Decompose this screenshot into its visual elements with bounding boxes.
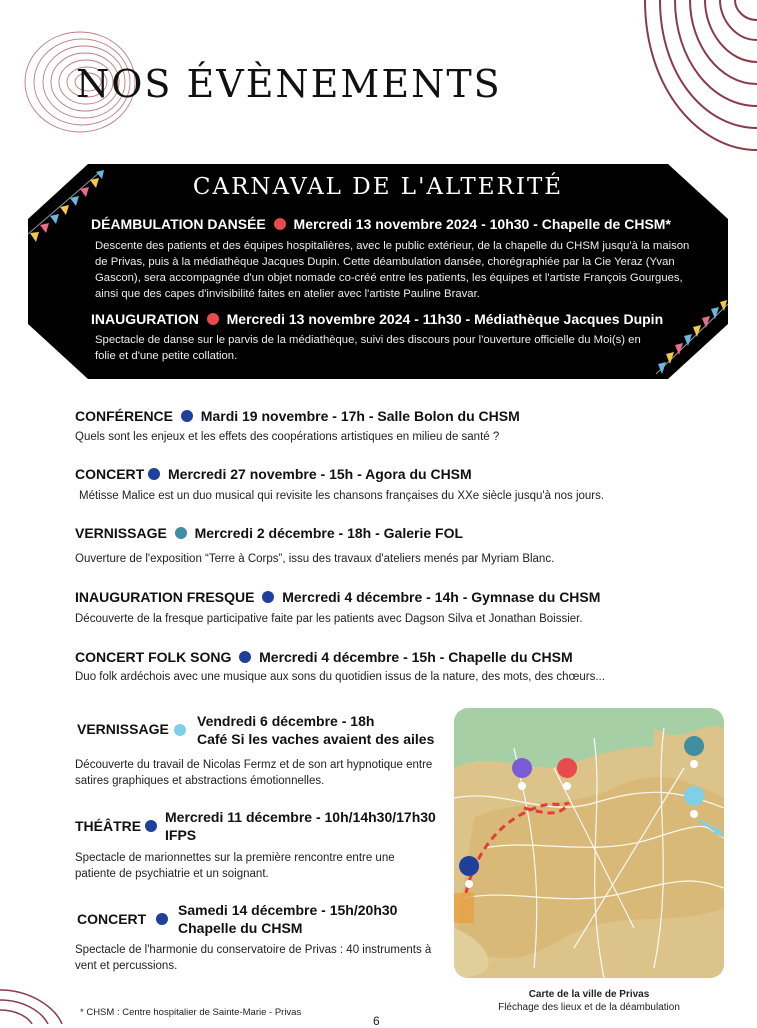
event-details-concert <box>178 901 397 937</box>
event-date: Mercredi 11 décembre - 10h/14h30/17h30 <box>165 809 436 825</box>
map-caption <box>454 988 724 1014</box>
event-type: CONCERT FOLK SONG <box>75 649 232 665</box>
event-vernissage <box>75 525 463 541</box>
red-dot-icon <box>207 313 219 325</box>
event-type: INAUGURATION FRESQUE <box>75 589 255 605</box>
event-type-concert: CONCERT <box>77 911 147 927</box>
event-details: Mercredi 13 novembre 2024 - 11h30 - Médiathèque Jacques Dupin <box>226 311 664 327</box>
footnote: * CHSM : Centre hospitalier de Sainte-Marie - Privas <box>80 1007 302 1018</box>
blue-dot-icon <box>239 651 251 663</box>
blue-dot-icon <box>262 591 274 603</box>
event-description: Spectacle de l'harmonie du conservatoire de Privas : 40 instruments à vent et percussions. <box>75 944 432 972</box>
event-description: Duo folk ardéchois avec une musique aux sons du quotidien issus de la nature, des mots, des chœurs... <box>75 671 605 683</box>
event-type: INAUGURATION <box>91 311 199 327</box>
event-type: CONCERT <box>75 466 145 482</box>
banner-title: CARNAVAL DE L'ALTERITÉ <box>192 174 564 200</box>
event-details: Mercredi 27 novembre - 15h - Agora du CHSM <box>168 466 472 482</box>
event-type: CONFÉRENCE <box>75 408 174 424</box>
blue-dot-icon <box>156 913 168 925</box>
event-details: Mardi 19 novembre - 17h - Salle Bolon du CHSM <box>200 408 520 424</box>
event-description: Découverte du travail de Nicolas Fermz et de son art hypnotique entre satires graphiques et abstractions émotionnelles. <box>75 759 433 787</box>
event-details-vernissage <box>197 712 434 748</box>
map-caption-subtitle: Fléchage des lieux et de la déambulation <box>498 1002 680 1013</box>
blue-dot-icon <box>181 410 193 422</box>
event-type-theatre: THÉÂTRE <box>75 818 142 834</box>
red-dot-icon <box>274 218 286 230</box>
privas-map-image <box>454 708 724 978</box>
banner-event-deambulation <box>91 216 671 232</box>
lightblue-dot-icon <box>174 724 186 736</box>
event-location: IFPS <box>165 827 197 843</box>
event-date: Samedi 14 décembre - 15h/20h30 <box>178 902 398 918</box>
event-concert-folk-song <box>75 649 573 665</box>
event-details: Mercredi 13 novembre 2024 - 10h30 - Chapelle de CHSM* <box>293 216 671 232</box>
event-description: Découverte de la fresque participative faite par les patients avec Dagson Silva et Jonathan Boissier. <box>75 613 583 625</box>
event-conference <box>75 408 520 424</box>
teal-dot-icon <box>175 527 187 539</box>
event-details-theatre <box>165 808 436 844</box>
decorative-arcs-top-right <box>640 0 757 160</box>
banner-event-inauguration <box>91 311 663 327</box>
event-details: Mercredi 2 décembre - 18h - Galerie FOL <box>194 525 464 541</box>
page-number: 6 <box>373 1014 380 1028</box>
blue-dot-icon <box>148 468 160 480</box>
banner-event-description: Descente des patients et des équipes hospitalières, avec le public extérieur, de la chapelle du CHSM jusqu'à la maison de Privas, puis à la médiathèque Jacques Dupin. Cette déambulation dansée, chorégraphiée par la Cie Yeraz (Yvan Gascon), sera accompagnée d'un objet nomade co-créé entre les patients, les équipes et l'artiste François Gourgues, ainsi que des capes d'invisibilité faites en atelier avec l'artiste Pauline Bravar. <box>95 240 690 300</box>
event-inauguration-fresque <box>75 589 600 605</box>
event-type: VERNISSAGE <box>75 525 167 541</box>
event-location: Chapelle du CHSM <box>178 920 303 936</box>
event-concert <box>75 466 472 482</box>
event-description: Spectacle de marionnettes sur la première rencontre entre une patiente de psychiatrie et un soignant. <box>75 852 395 880</box>
event-details: Mercredi 4 décembre - 14h - Gymnase du CHSM <box>282 589 601 605</box>
page-title: NOS ÉVÈNEMENTS <box>76 62 502 106</box>
event-details: Mercredi 4 décembre - 15h - Chapelle du CHSM <box>259 649 573 665</box>
event-description: Métisse Malice est un duo musical qui revisite les chansons françaises du XXe siècle jusqu'à nos jours. <box>79 490 605 502</box>
event-description: Quels sont les enjeux et les effets des coopérations artistiques en milieu de santé ? <box>75 431 500 443</box>
event-description: Ouverture de l'exposition “Terre à Corps”, issu des travaux d'ateliers menés par Myriam Blanc. <box>75 553 555 565</box>
event-type-vernissage: VERNISSAGE <box>77 721 169 737</box>
map-caption-title: Carte de la ville de Privas <box>528 989 650 1000</box>
decorative-arcs-bottom-left <box>0 982 70 1024</box>
banner-event-description: Spectacle de danse sur le parvis de la médiathèque, suivi des discours pour l'ouverture officielle du Moi(s) en folie et d'une petite collation. <box>95 334 641 362</box>
event-type: DÉAMBULATION DANSÉE <box>91 216 266 232</box>
event-date: Vendredi 6 décembre - 18h <box>197 713 375 729</box>
blue-dot-icon <box>145 820 157 832</box>
event-location: Café Si les vaches avaient des ailes <box>197 731 435 747</box>
